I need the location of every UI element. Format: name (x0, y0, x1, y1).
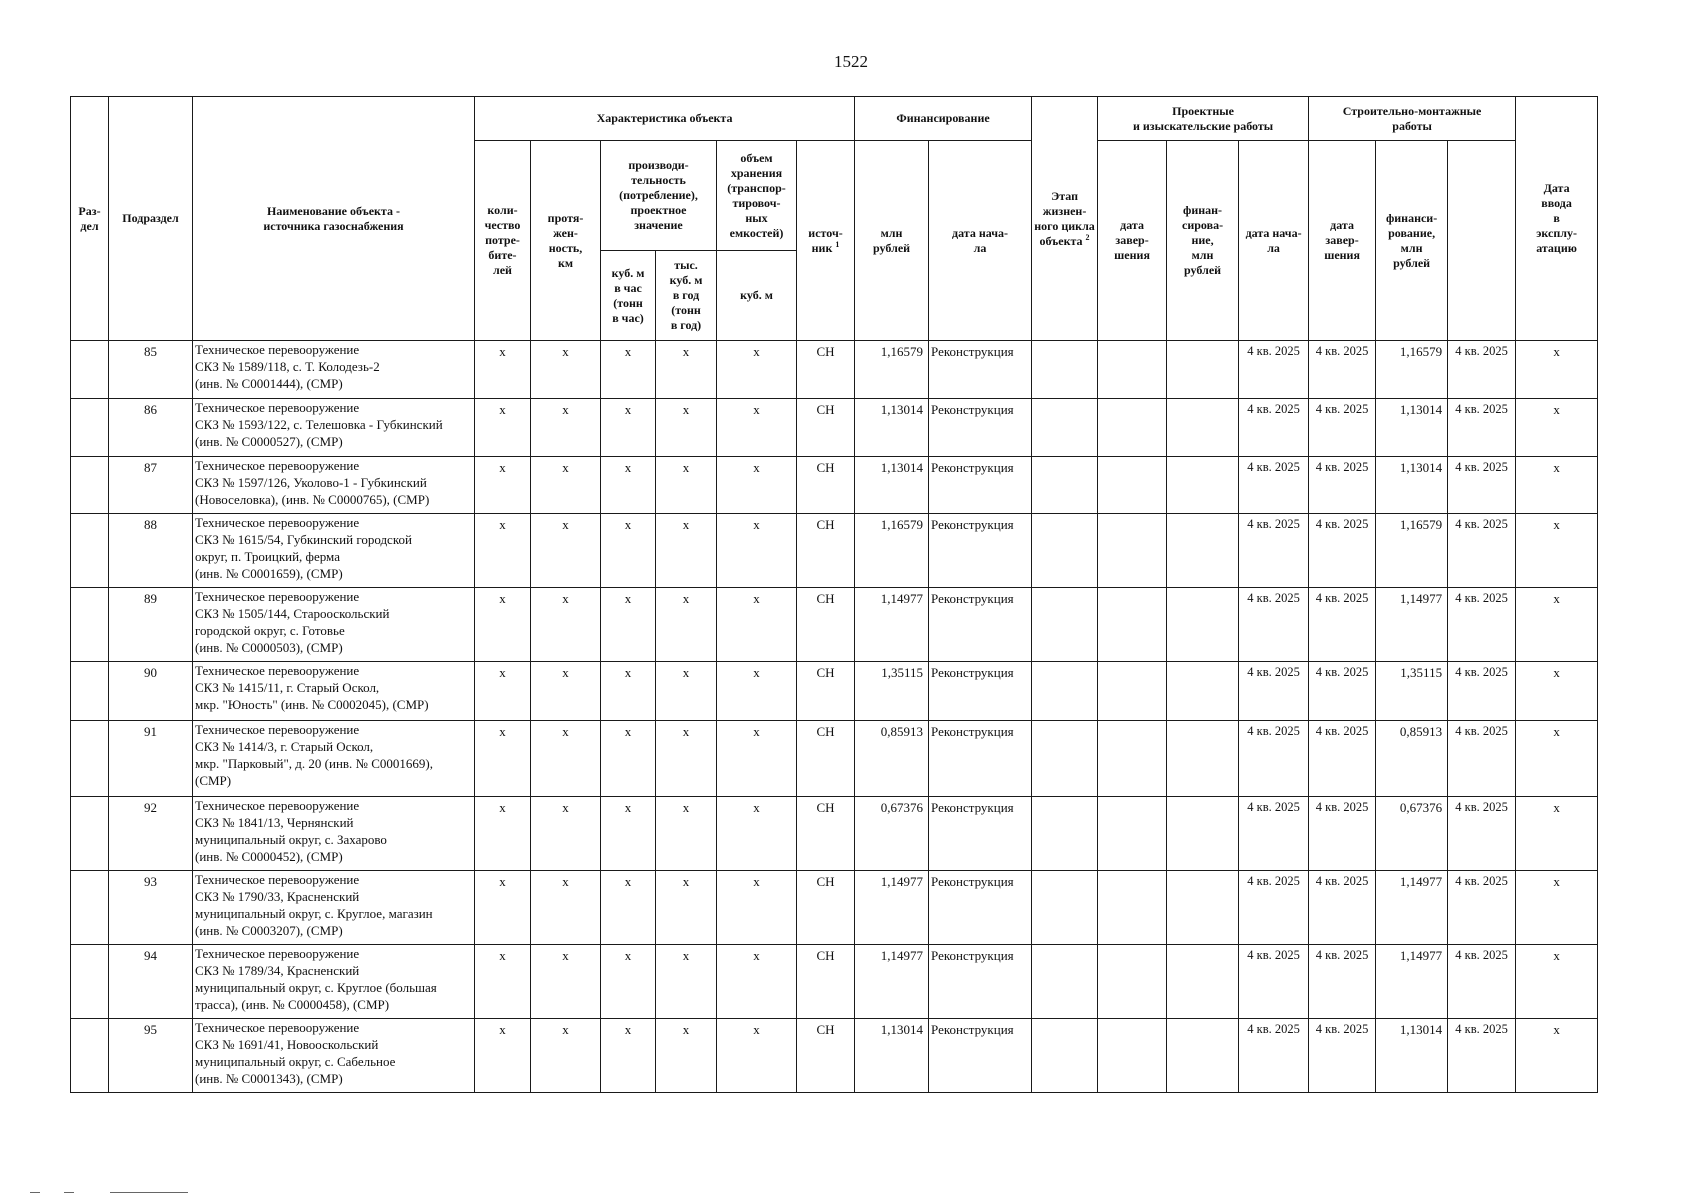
header-construction-works: Строительно-монтажные работы (1309, 97, 1516, 141)
smr-end-cell: 4 кв. 2025 (1309, 721, 1376, 797)
consumer-group-cell: х (1516, 662, 1598, 721)
header-design-financing: финан- сирова- ние, млн рублей (1167, 141, 1239, 341)
scan-edge-marks (30, 1192, 190, 1194)
design-financing-cell (1167, 341, 1239, 399)
object-name-cell: Техническое перевооружение СКЗ № 1415/11, г. Старый Оскол, мкр. "Юность" (инв. № С0002045), (СМР) (193, 662, 475, 721)
storage-cell: х (717, 662, 797, 721)
podrazdel-cell: 87 (109, 457, 193, 514)
consumer-group-cell: х (1516, 514, 1598, 588)
productivity-year-cell: х (656, 721, 717, 797)
object-name-cell: Техническое перевооружение СКЗ № 1789/34, Красненский муниципальный округ, с. Круглое (большая трасса), (инв. № С0000458), (СМР) (193, 945, 475, 1019)
productivity-hour-cell: х (601, 588, 656, 662)
commission-cell: 4 кв. 2025 (1448, 514, 1516, 588)
smr-end-cell: 4 кв. 2025 (1309, 514, 1376, 588)
design-start-cell (1032, 457, 1098, 514)
podrazdel-cell: 89 (109, 588, 193, 662)
storage-cell: х (717, 399, 797, 457)
object-name-cell: Техническое перевооружение СКЗ № 1597/126, Уколово-1 - Губкинский (Новоселовка), (инв. № С0000765), (СМР) (193, 457, 475, 514)
productivity-year-cell: х (656, 1019, 717, 1093)
storage-cell: х (717, 945, 797, 1019)
productivity-hour-cell: х (601, 662, 656, 721)
productivity-year-cell: х (656, 341, 717, 399)
productivity-year-cell: х (656, 945, 717, 1019)
table-row (71, 871, 1598, 945)
smr-end-cell: 4 кв. 2025 (1309, 945, 1376, 1019)
length-cell: х (531, 588, 601, 662)
productivity-hour-cell: х (601, 341, 656, 399)
design-financing-cell (1167, 588, 1239, 662)
commission-cell: 4 кв. 2025 (1448, 341, 1516, 399)
smr-financing-cell: 1,14977 (1376, 588, 1448, 662)
stage-cell: Реконструкция (929, 341, 1032, 399)
commission-cell: 4 кв. 2025 (1448, 945, 1516, 1019)
length-cell: х (531, 662, 601, 721)
design-end-cell (1098, 871, 1167, 945)
smr-financing-cell: 1,14977 (1376, 945, 1448, 1019)
header-productivity-hour: куб. м в час (тонн в час) (601, 251, 656, 341)
smr-start-cell: 4 кв. 2025 (1239, 341, 1309, 399)
productivity-year-cell: х (656, 588, 717, 662)
gas-objects-table (70, 96, 1598, 1093)
stage-cell: Реконструкция (929, 662, 1032, 721)
smr-financing-cell: 0,67376 (1376, 797, 1448, 871)
design-start-cell (1032, 399, 1098, 457)
design-financing-cell (1167, 662, 1239, 721)
length-cell: х (531, 721, 601, 797)
source-cell: СН (797, 588, 855, 662)
design-financing-cell (1167, 721, 1239, 797)
productivity-hour-cell: х (601, 457, 656, 514)
design-end-cell (1098, 588, 1167, 662)
design-financing-cell (1167, 945, 1239, 1019)
amount-cell: 1,14977 (855, 945, 929, 1019)
object-name-cell: Техническое перевооружение СКЗ № 1593/122, с. Телешовка - Губкинский (инв. № С0000527), (СМР) (193, 399, 475, 457)
consumers-cell: х (475, 945, 531, 1019)
header-design-start: дата нача- ла (929, 141, 1032, 341)
design-end-cell (1098, 457, 1167, 514)
source-cell: СН (797, 514, 855, 588)
smr-start-cell: 4 кв. 2025 (1239, 457, 1309, 514)
design-financing-cell (1167, 797, 1239, 871)
header-smr-financing: финанси- рование, млн рублей (1376, 141, 1448, 341)
header-design-works: Проектные и изыскательские работы (1098, 97, 1309, 141)
source-cell: СН (797, 871, 855, 945)
stage-cell: Реконструкция (929, 399, 1032, 457)
productivity-hour-cell: х (601, 514, 656, 588)
razdel-cell (71, 588, 109, 662)
razdel-cell (71, 399, 109, 457)
table-row (71, 662, 1598, 721)
productivity-year-cell: х (656, 662, 717, 721)
table-row (71, 945, 1598, 1019)
design-end-cell (1098, 399, 1167, 457)
stage-cell: Реконструкция (929, 797, 1032, 871)
consumers-cell: х (475, 341, 531, 399)
productivity-year-cell: х (656, 514, 717, 588)
consumers-cell: х (475, 588, 531, 662)
source-cell: СН (797, 457, 855, 514)
commission-cell: 4 кв. 2025 (1448, 1019, 1516, 1093)
table-row (71, 399, 1598, 457)
commission-cell: 4 кв. 2025 (1448, 721, 1516, 797)
object-name-cell: Техническое перевооружение СКЗ № 1790/33, Красненский муниципальный округ, с. Круглое, магазин (инв. № С0003207), (СМР) (193, 871, 475, 945)
razdel-cell (71, 514, 109, 588)
design-end-cell (1098, 797, 1167, 871)
length-cell: х (531, 1019, 601, 1093)
design-start-cell (1032, 662, 1098, 721)
source-cell: СН (797, 797, 855, 871)
consumers-cell: х (475, 1019, 531, 1093)
object-name-cell: Техническое перевооружение СКЗ № 1691/41, Новооскольский муниципальный округ, с. Сабельное (инв. № С0001343), (СМР) (193, 1019, 475, 1093)
header-smr-end: дата завер- шения (1309, 141, 1376, 341)
object-name-cell: Техническое перевооружение СКЗ № 1841/13, Чернянский муниципальный округ, с. Захарово (инв. № С0000452), (СМР) (193, 797, 475, 871)
podrazdel-cell: 92 (109, 797, 193, 871)
design-financing-cell (1167, 514, 1239, 588)
header-smr-start: дата нача- ла (1239, 141, 1309, 341)
podrazdel-cell: 94 (109, 945, 193, 1019)
table-header (71, 97, 1598, 341)
razdel-cell (71, 457, 109, 514)
page-number: 1522 (834, 52, 868, 71)
smr-financing-cell: 1,13014 (1376, 399, 1448, 457)
design-start-cell (1032, 514, 1098, 588)
header-characteristics: Характеристика объекта (475, 97, 855, 141)
razdel-cell (71, 1019, 109, 1093)
smr-financing-cell: 1,16579 (1376, 341, 1448, 399)
commission-cell: 4 кв. 2025 (1448, 457, 1516, 514)
design-end-cell (1098, 1019, 1167, 1093)
storage-cell: х (717, 514, 797, 588)
source-cell: СН (797, 945, 855, 1019)
design-start-cell (1032, 1019, 1098, 1093)
design-start-cell (1032, 588, 1098, 662)
design-financing-cell (1167, 457, 1239, 514)
consumer-group-cell: х (1516, 1019, 1598, 1093)
source-cell: СН (797, 662, 855, 721)
productivity-hour-cell: х (601, 797, 656, 871)
podrazdel-cell: 95 (109, 1019, 193, 1093)
header-podrazdel: Подраздел (109, 97, 193, 341)
smr-financing-cell: 0,85913 (1376, 721, 1448, 797)
amount-cell: 1,16579 (855, 514, 929, 588)
design-end-cell (1098, 662, 1167, 721)
source-label: источ- ник (808, 225, 843, 255)
smr-start-cell: 4 кв. 2025 (1239, 797, 1309, 871)
consumer-group-cell: х (1516, 871, 1598, 945)
stage-cell: Реконструкция (929, 945, 1032, 1019)
length-cell: х (531, 341, 601, 399)
consumers-cell: х (475, 514, 531, 588)
productivity-year-cell: х (656, 399, 717, 457)
storage-cell: х (717, 797, 797, 871)
header-design-end: дата завер- шения (1098, 141, 1167, 341)
commission-cell: 4 кв. 2025 (1448, 588, 1516, 662)
header-length: протя- жен- ность, км (531, 141, 601, 341)
storage-cell: х (717, 871, 797, 945)
consumers-cell: х (475, 797, 531, 871)
smr-start-cell: 4 кв. 2025 (1239, 514, 1309, 588)
amount-cell: 1,13014 (855, 457, 929, 514)
smr-end-cell: 4 кв. 2025 (1309, 797, 1376, 871)
table-row (71, 588, 1598, 662)
design-end-cell (1098, 721, 1167, 797)
productivity-year-cell: х (656, 457, 717, 514)
design-start-cell (1032, 341, 1098, 399)
length-cell: х (531, 797, 601, 871)
header-object-name: Наименование объекта - источника газоснабжения (193, 97, 475, 341)
smr-end-cell: 4 кв. 2025 (1309, 399, 1376, 457)
amount-cell: 0,67376 (855, 797, 929, 871)
smr-start-cell: 4 кв. 2025 (1239, 721, 1309, 797)
design-end-cell (1098, 341, 1167, 399)
storage-cell: х (717, 588, 797, 662)
amount-cell: 1,14977 (855, 871, 929, 945)
table-row (71, 1019, 1598, 1093)
header-productivity-year: тыс. куб. м в год (тонн в год) (656, 251, 717, 341)
smr-end-cell: 4 кв. 2025 (1309, 1019, 1376, 1093)
amount-cell: 1,13014 (855, 399, 929, 457)
smr-end-cell: 4 кв. 2025 (1309, 871, 1376, 945)
productivity-year-cell: х (656, 871, 717, 945)
razdel-cell (71, 945, 109, 1019)
consumers-cell: х (475, 662, 531, 721)
smr-end-cell: 4 кв. 2025 (1309, 341, 1376, 399)
smr-end-cell: 4 кв. 2025 (1309, 457, 1376, 514)
header-commission-date: Дата ввода в эксплу- атацию (1516, 97, 1598, 341)
productivity-hour-cell: х (601, 871, 656, 945)
table-row (71, 457, 1598, 514)
design-end-cell (1098, 945, 1167, 1019)
productivity-hour-cell: х (601, 945, 656, 1019)
consumer-group-cell: х (1516, 945, 1598, 1019)
storage-cell: х (717, 721, 797, 797)
design-financing-cell (1167, 871, 1239, 945)
design-financing-cell (1167, 399, 1239, 457)
lifecycle-footnote: 2 (1085, 232, 1090, 242)
amount-cell: 1,14977 (855, 588, 929, 662)
amount-cell: 1,16579 (855, 341, 929, 399)
smr-start-cell: 4 кв. 2025 (1239, 945, 1309, 1019)
stage-cell: Реконструкция (929, 721, 1032, 797)
design-end-cell (1098, 514, 1167, 588)
object-name-cell: Техническое перевооружение СКЗ № 1414/3, г. Старый Оскол, мкр. "Парковый", д. 20 (инв. № С0001669), (СМР) (193, 721, 475, 797)
podrazdel-cell: 88 (109, 514, 193, 588)
design-start-cell (1032, 871, 1098, 945)
design-start-cell (1032, 721, 1098, 797)
design-start-cell (1032, 945, 1098, 1019)
object-name-cell: Техническое перевооружение СКЗ № 1505/144, Старооскольский городской округ, с. Готовье (инв. № С0000503), (СМР) (193, 588, 475, 662)
consumers-cell: х (475, 721, 531, 797)
length-cell: х (531, 514, 601, 588)
length-cell: х (531, 399, 601, 457)
length-cell: х (531, 871, 601, 945)
amount-cell: 0,85913 (855, 721, 929, 797)
smr-start-cell: 4 кв. 2025 (1239, 588, 1309, 662)
razdel-cell (71, 871, 109, 945)
productivity-hour-cell: х (601, 721, 656, 797)
razdel-cell (71, 662, 109, 721)
table-row (71, 721, 1598, 797)
header-source (797, 141, 855, 341)
commission-cell: 4 кв. 2025 (1448, 399, 1516, 457)
stage-cell: Реконструкция (929, 514, 1032, 588)
table-row (71, 341, 1598, 399)
design-start-cell (1032, 797, 1098, 871)
razdel-cell (71, 797, 109, 871)
amount-cell: 1,13014 (855, 1019, 929, 1093)
source-cell: СН (797, 721, 855, 797)
productivity-year-cell: х (656, 797, 717, 871)
header-consumers-count: коли- чество потре- бите- лей (475, 141, 531, 341)
source-cell: СН (797, 399, 855, 457)
stage-cell: Реконструкция (929, 1019, 1032, 1093)
consumer-group-cell: х (1516, 399, 1598, 457)
amount-cell: 1,35115 (855, 662, 929, 721)
smr-financing-cell: 1,13014 (1376, 1019, 1448, 1093)
consumer-group-cell: х (1516, 721, 1598, 797)
header-financing: Финансирование (855, 97, 1032, 141)
smr-financing-cell: 1,35115 (1376, 662, 1448, 721)
podrazdel-cell: 85 (109, 341, 193, 399)
consumers-cell: х (475, 457, 531, 514)
header-mln-rub: млн рублей (855, 141, 929, 341)
storage-cell: х (717, 457, 797, 514)
productivity-hour-cell: х (601, 1019, 656, 1093)
razdel-cell (71, 721, 109, 797)
stage-cell: Реконструкция (929, 871, 1032, 945)
consumer-group-cell: х (1516, 341, 1598, 399)
lifecycle-label: Этап жизнен- ного цикла объекта (1034, 188, 1095, 248)
commission-cell: 4 кв. 2025 (1448, 871, 1516, 945)
smr-start-cell: 4 кв. 2025 (1239, 1019, 1309, 1093)
smr-financing-cell: 1,14977 (1376, 871, 1448, 945)
object-name-cell: Техническое перевооружение СКЗ № 1615/54, Губкинский городской округ, п. Троицкий, ферма (инв. № С0001659), (СМР) (193, 514, 475, 588)
table-row (71, 797, 1598, 871)
header-storage-volume: объем хранения (транспор- тировоч- ных емкостей) (717, 141, 797, 251)
source-cell: СН (797, 1019, 855, 1093)
consumers-cell: х (475, 399, 531, 457)
commission-cell: 4 кв. 2025 (1448, 662, 1516, 721)
smr-financing-cell: 1,13014 (1376, 457, 1448, 514)
consumer-group-cell: х (1516, 457, 1598, 514)
smr-financing-cell: 1,16579 (1376, 514, 1448, 588)
smr-start-cell: 4 кв. 2025 (1239, 399, 1309, 457)
source-footnote: 1 (835, 239, 840, 249)
consumer-group-cell: х (1516, 797, 1598, 871)
storage-cell: х (717, 341, 797, 399)
table-row (71, 514, 1598, 588)
smr-end-cell: 4 кв. 2025 (1309, 662, 1376, 721)
consumers-cell: х (475, 871, 531, 945)
table-body (71, 341, 1598, 1093)
podrazdel-cell: 91 (109, 721, 193, 797)
storage-cell: х (717, 1019, 797, 1093)
header-lifecycle (1032, 97, 1098, 341)
source-cell: СН (797, 341, 855, 399)
consumer-group-cell: х (1516, 588, 1598, 662)
podrazdel-cell: 93 (109, 871, 193, 945)
smr-end-cell: 4 кв. 2025 (1309, 588, 1376, 662)
length-cell: х (531, 457, 601, 514)
smr-start-cell: 4 кв. 2025 (1239, 871, 1309, 945)
design-financing-cell (1167, 1019, 1239, 1093)
header-storage-unit: куб. м (717, 251, 797, 341)
smr-start-cell: 4 кв. 2025 (1239, 662, 1309, 721)
commission-cell: 4 кв. 2025 (1448, 797, 1516, 871)
object-name-cell: Техническое перевооружение СКЗ № 1589/118, с. Т. Колодезь-2 (инв. № С0001444), (СМР) (193, 341, 475, 399)
stage-cell: Реконструкция (929, 588, 1032, 662)
header-productivity: производи- тельность (потребление), проектное значение (601, 141, 717, 251)
stage-cell: Реконструкция (929, 457, 1032, 514)
productivity-hour-cell: х (601, 399, 656, 457)
length-cell: х (531, 945, 601, 1019)
podrazdel-cell: 86 (109, 399, 193, 457)
header-razdel: Раз- дел (71, 97, 109, 341)
razdel-cell (71, 341, 109, 399)
podrazdel-cell: 90 (109, 662, 193, 721)
